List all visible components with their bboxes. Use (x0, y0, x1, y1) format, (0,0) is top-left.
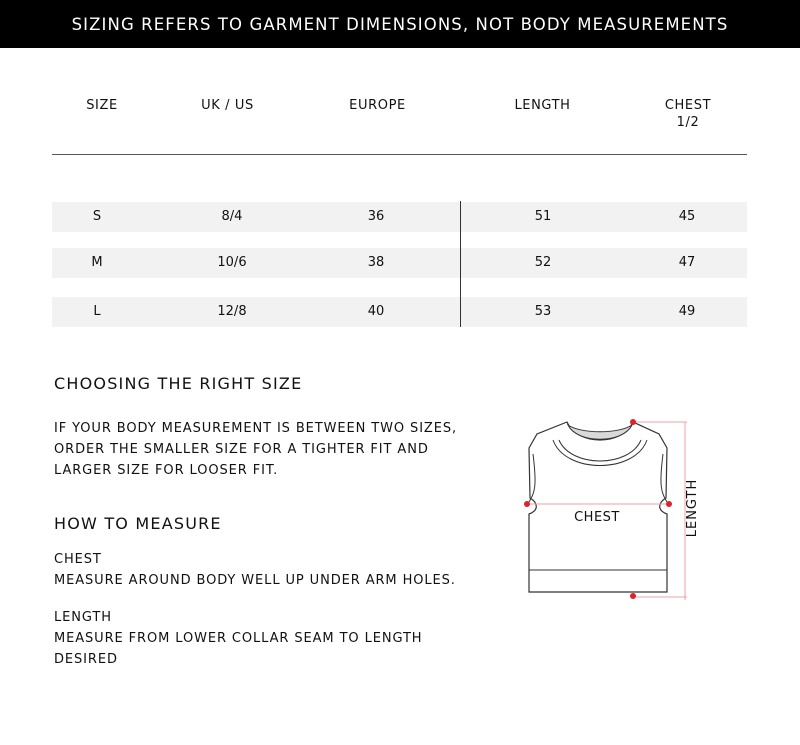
length-top-marker (630, 419, 636, 425)
length-cell: 52 (534, 255, 552, 270)
diagram-length-label: LENGTH (685, 478, 700, 538)
header-divider (52, 154, 747, 155)
chest-cell: 49 (678, 304, 696, 319)
table-row (52, 248, 747, 278)
length-instruction: MEASURE FROM LOWER COLLAR SEAM TO LENGTH (54, 631, 423, 646)
column-divider (460, 201, 461, 327)
chest-cell: 45 (678, 209, 696, 224)
diagram-chest-label: CHEST (574, 510, 620, 525)
length-cell: 51 (534, 209, 552, 224)
europe-cell: 36 (367, 209, 385, 224)
size-cell: S (92, 209, 102, 224)
header-size: SIZE (86, 98, 118, 113)
header-chest: CHEST 1/2 (664, 98, 712, 130)
table-row (52, 297, 747, 327)
europe-cell: 40 (367, 304, 385, 319)
table-row (52, 202, 747, 232)
europe-cell: 38 (367, 255, 385, 270)
length-label: LENGTH (54, 610, 112, 625)
chest-label: CHEST (54, 552, 102, 567)
uk-us-cell: 12/8 (217, 304, 247, 319)
garment-outline (529, 422, 667, 592)
size-cell: L (93, 304, 101, 319)
header-europe: EUROPE (349, 98, 406, 113)
uk-us-cell: 10/6 (217, 255, 247, 270)
chest-cell: 47 (678, 255, 696, 270)
header-uk-us: UK / US (201, 98, 254, 113)
length-bottom-marker (630, 593, 636, 599)
header-length: LENGTH (514, 98, 571, 113)
choosing-line: IF YOUR BODY MEASUREMENT IS BETWEEN TWO SIZES, (54, 421, 458, 436)
length-instruction: DESIRED (54, 652, 118, 667)
banner: SIZING REFERS TO GARMENT DIMENSIONS, NOT BODY MEASUREMENTS (0, 0, 800, 48)
size-cell: M (91, 255, 103, 270)
choosing-line: ORDER THE SMALLER SIZE FOR A TIGHTER FIT AND (54, 442, 429, 457)
length-cell: 53 (534, 304, 552, 319)
chest-instruction: MEASURE AROUND BODY WELL UP UNDER ARM HOLES. (54, 573, 456, 588)
how-to-measure-title: HOW TO MEASURE (54, 514, 222, 533)
chest-right-marker (666, 501, 672, 507)
chest-left-marker (524, 501, 530, 507)
garment-diagram (515, 410, 715, 610)
uk-us-cell: 8/4 (221, 209, 243, 224)
choosing-line: LARGER SIZE FOR LOOSER FIT. (54, 463, 279, 478)
choosing-title: CHOOSING THE RIGHT SIZE (54, 374, 303, 393)
